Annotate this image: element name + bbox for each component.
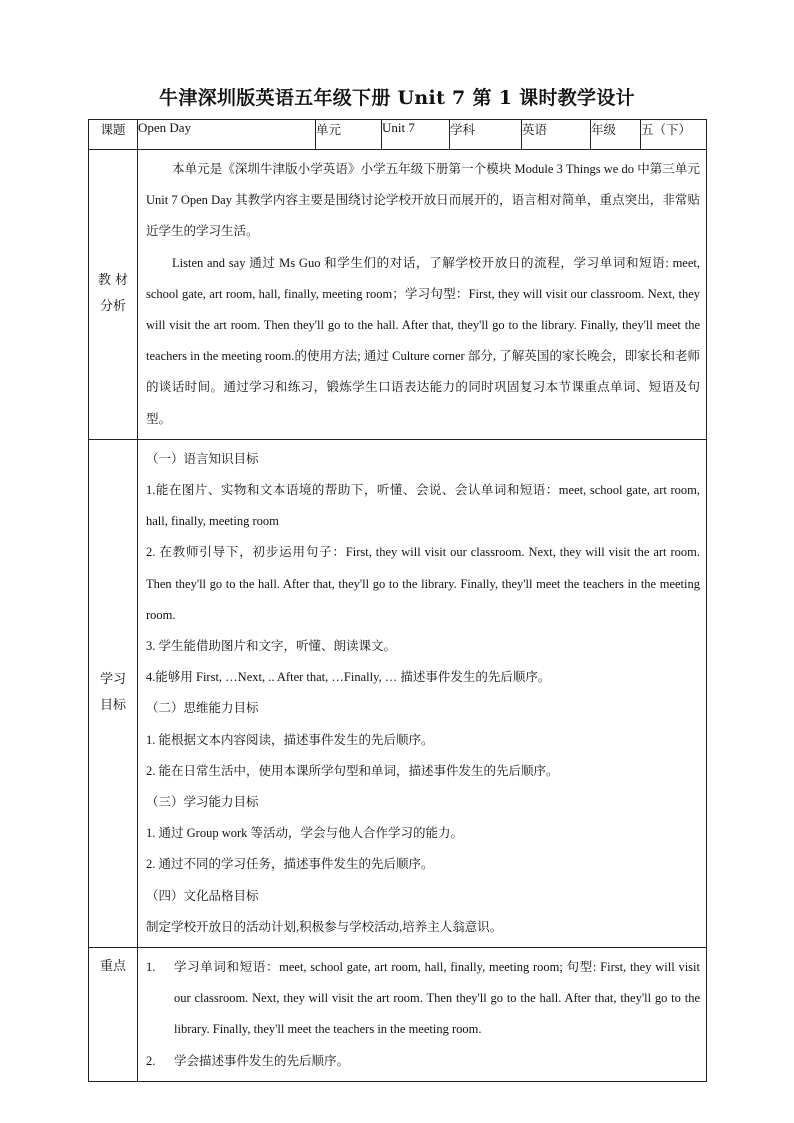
objective-line: 1.能在图片、实物和文本语境的帮助下，听懂、会说、会认单词和短语：meet, school gate, art room, hall, finally, meeting room	[146, 483, 700, 529]
objective-heading: （四）文化品格目标	[146, 888, 259, 903]
topic-value: Open Day	[138, 120, 316, 150]
objectives-row	[89, 439, 707, 947]
objective-line: 2. 能在日常生活中，使用本课所学句型和单词，描述事件发生的先后顺序。	[146, 763, 559, 778]
key-points-label: 重点	[89, 948, 138, 1082]
objective-line: 制定学校开放日的活动计划,积极参与学校活动,培养主人翁意识。	[146, 919, 503, 934]
analysis-content	[138, 150, 707, 440]
objectives-label-bottom: 目标	[99, 698, 126, 714]
analysis-paragraph: 本单元是《深圳牛津版小学英语》小学五年级下册第一个模块 Module 3 Things we do 中第三单元 Unit 7 Open Day 其教学内容主要是围绕讨论学校开放日而展开的，语言相对简单，重点突出，非常贴近学生的学习生活。	[146, 162, 700, 239]
analysis-row	[89, 150, 707, 440]
key-point-text: 学习单词和短语：meet, school gate, art room, hall, finally, meeting room; 句型: First, they will visit our classroom. Next, they will visit the art room. Then they'll go to the hall. After that, they'll go to the library. Finally, they'll meet the teachers in the meeting room.	[174, 960, 700, 1037]
key-point-number: 1.	[146, 960, 156, 975]
subject-label: 学科	[450, 120, 522, 150]
key-points-row	[89, 948, 707, 1082]
unit-label: 单元	[316, 120, 382, 150]
topic-label: 课题	[89, 120, 138, 150]
objective-line: 4.能够用 First, …Next, .. After that, …Finally, … 描述事件发生的先后顺序。	[146, 670, 551, 685]
document-title: 牛津深圳版英语五年级下册 Unit 7 第 1 课时教学设计	[159, 87, 635, 109]
grade-value: 五（下）	[641, 120, 707, 150]
objective-line: 1. 通过 Group work 等活动，学会与他人合作学习的能力。	[146, 826, 464, 841]
analysis-paragraph: Listen and say 通过 Ms Guo 和学生们的对话，了解学校开放日的流程，学习单词和短语: meet, school gate, art room, hall, finally, meeting room；学习句型：First, they will visit our classroom. Next, they will visit the art room. Then they'll go to the hall. After that, they'll go to the library. Finally, they'll meet the teachers in the meeting room.的使用方法; 通过 Culture corner 部分, 了解英国的家长晚会，即家长和老师的谈话时间。通过学习和练习，锻炼学生口语表达能力的同时巩固复习本节课重点单词、短语及句型。	[146, 255, 700, 426]
header-row	[89, 120, 707, 150]
objective-heading: （三）学习能力目标	[146, 795, 259, 810]
key-point-number: 2.	[146, 1053, 156, 1068]
key-points-content	[138, 948, 707, 1082]
objective-line: 3. 学生能借助图片和文字，听懂、朗读课文。	[146, 639, 397, 654]
analysis-label-bottom: 分析	[99, 299, 126, 315]
objective-heading: （二）思维能力目标	[146, 701, 259, 716]
objective-line: 1. 能根据文本内容阅读，描述事件发生的先后顺序。	[146, 732, 434, 747]
objective-line: 2. 通过不同的学习任务，描述事件发生的先后顺序。	[146, 857, 434, 872]
analysis-label	[89, 150, 138, 440]
key-point-item	[146, 952, 700, 1046]
lesson-plan-table	[88, 119, 707, 1082]
analysis-label-top: 教 材	[97, 273, 129, 289]
key-point-item	[146, 1046, 700, 1077]
subject-value: 英语	[522, 120, 591, 150]
objectives-content	[138, 439, 707, 947]
grade-label: 年级	[591, 120, 641, 150]
unit-value: Unit 7	[382, 120, 450, 150]
key-point-text: 学会描述事件发生的先后顺序。	[174, 1053, 350, 1068]
objective-line: 2. 在教师引导下，初步运用句子：First, they will visit our classroom. Next, they will visit the art room. Then they'll go to the hall. After that, they'll go to the library. Finally, they'll meet the teachers in the meeting room.	[146, 545, 700, 622]
objectives-label-top: 学习	[99, 672, 126, 688]
objective-heading: （一）语言知识目标	[146, 451, 259, 466]
objectives-label	[89, 439, 138, 947]
